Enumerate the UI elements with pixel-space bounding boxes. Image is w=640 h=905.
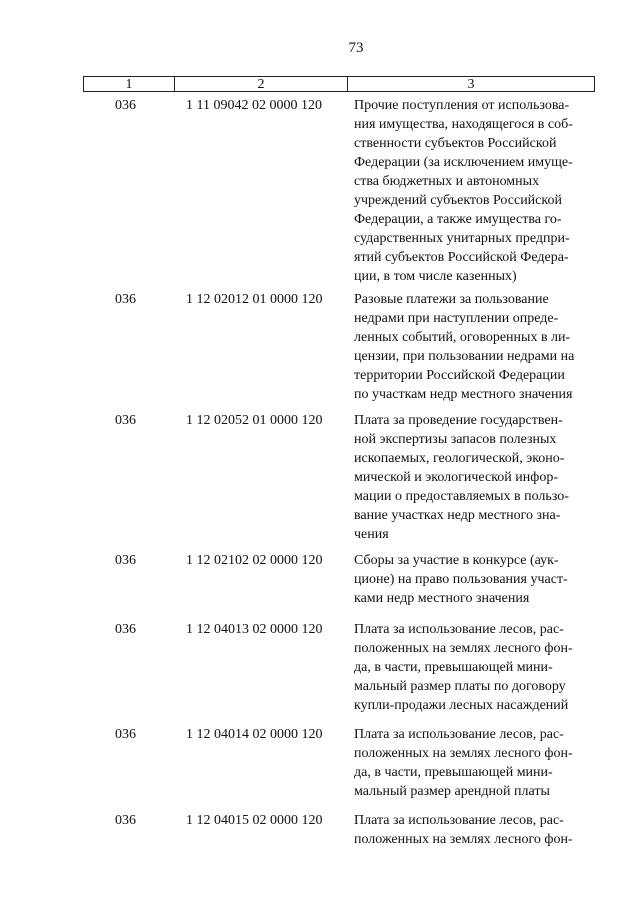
description-line: сударственных унитарных предпри- (354, 231, 570, 246)
description-cell (354, 96, 594, 286)
description-line: ции, в том числе казенных) (354, 269, 517, 284)
description-line: Плата за проведение государствен- (354, 413, 563, 428)
description-line: ния имущества, находящегося в соб- (354, 117, 573, 132)
description-cell (354, 551, 594, 608)
description-line: ной экспертизы запасов полезных (354, 432, 557, 447)
description-line: мической и экологической инфор- (354, 470, 558, 485)
description-line: купли-продажи лесных насаждений (354, 698, 569, 713)
column-header-1: 1 (84, 77, 175, 91)
description-line: Сборы за участие в конкурсе (аук- (354, 553, 559, 568)
admin-code-cell: 036 (115, 813, 136, 828)
budget-code-cell: 1 12 04013 02 0000 120 (186, 622, 323, 637)
description-cell (354, 411, 594, 544)
budget-code-cell: 1 12 02102 02 0000 120 (186, 553, 323, 568)
page-number: 73 (348, 40, 364, 56)
description-line: Прочие поступления от использова- (354, 98, 570, 113)
description-line: мальный размер арендной платы (354, 784, 550, 799)
budget-code-cell: 1 12 04014 02 0000 120 (186, 727, 323, 742)
description-line: положенных на землях лесного фон- (354, 746, 573, 761)
description-line: ленных событий, оговоренных в ли- (354, 330, 571, 345)
admin-code-cell: 036 (115, 292, 136, 307)
description-line: Федерации, а также имущества го- (354, 212, 562, 227)
column-header-3: 3 (467, 77, 475, 92)
description-line: да, в части, превышающей мини- (354, 660, 553, 675)
description-line: по участкам недр местного значения (354, 387, 573, 402)
budget-code-cell: 1 12 04015 02 0000 120 (186, 813, 323, 828)
description-line: недрами при наступлении опреде- (354, 311, 559, 326)
description-cell (354, 811, 594, 849)
budget-code-cell: 1 11 09042 02 0000 120 (186, 98, 322, 113)
description-line: территории Российской Федерации (354, 368, 565, 383)
column-header-2: 2 (175, 77, 348, 91)
description-line: ископаемых, геологической, эконо- (354, 451, 565, 466)
description-line: да, в части, превышающей мини- (354, 765, 553, 780)
description-line: Разовые платежи за пользование (354, 292, 549, 307)
description-line: ками недр местного значения (354, 591, 530, 606)
description-line: мальный размер платы по договору (354, 679, 566, 694)
description-line: чения (354, 527, 389, 542)
description-cell (354, 620, 594, 715)
budget-code-cell: 1 12 02052 01 0000 120 (186, 413, 323, 428)
description-line: Плата за использование лесов, рас- (354, 813, 564, 828)
description-line: учреждений субъектов Российской (354, 193, 562, 208)
description-line: ятий субъектов Российской Федера- (354, 250, 569, 265)
description-line: положенных на землях лесного фон- (354, 641, 573, 656)
admin-code-cell: 036 (115, 553, 136, 568)
description-cell (354, 725, 594, 801)
description-line: Федерации (за исключением имуще- (354, 155, 573, 170)
admin-code-cell: 036 (115, 98, 136, 113)
admin-code-cell: 036 (115, 413, 136, 428)
description-line: ционе) на право пользования участ- (354, 572, 568, 587)
description-cell (354, 290, 594, 404)
budget-code-cell: 1 12 02012 01 0000 120 (186, 292, 323, 307)
description-line: Плата за использование лесов, рас- (354, 727, 564, 742)
description-line: положенных на землях лесного фон- (354, 832, 573, 847)
description-line: мации о предоставляемых в пользо- (354, 489, 569, 504)
description-line: вание участках недр местного зна- (354, 508, 561, 523)
admin-code-cell: 036 (115, 727, 136, 742)
description-line: ства бюджетных и автономных (354, 174, 540, 189)
description-line: ственности субъектов Российской (354, 136, 557, 151)
description-line: цензии, при пользовании недрами на (354, 349, 575, 364)
description-line: Плата за использование лесов, рас- (354, 622, 564, 637)
admin-code-cell: 036 (115, 622, 136, 637)
table-column-header (83, 76, 595, 92)
